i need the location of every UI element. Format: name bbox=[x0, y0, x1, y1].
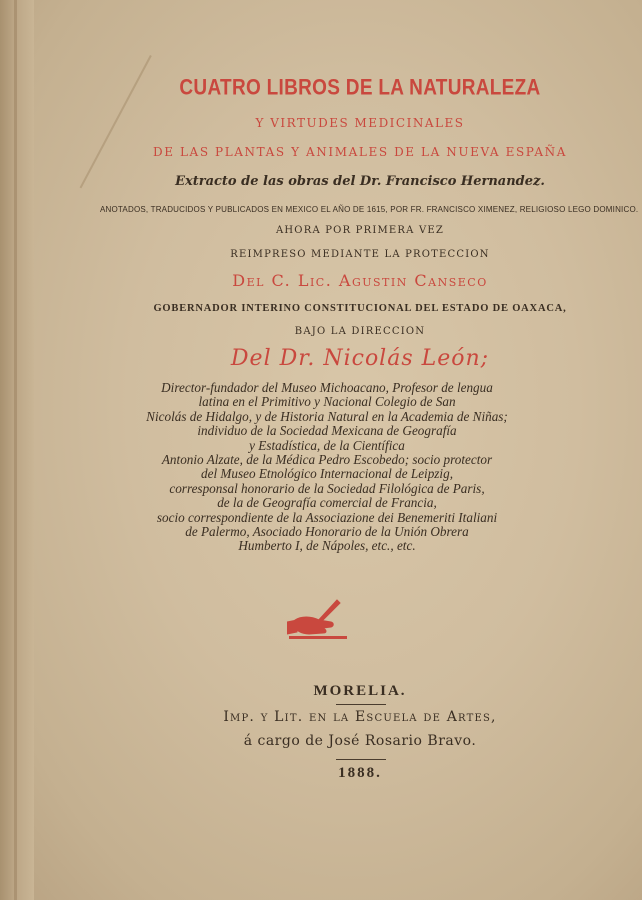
bio-line: individuo de la Sociedad Mexicana de Geografía bbox=[197, 423, 457, 439]
patron-role: GOBERNADOR INTERINO CONSTITUCIONAL DEL ESTADO DE OAXACA, bbox=[153, 303, 567, 314]
bio-line: Humberto I, de Nápoles, etc., etc. bbox=[238, 538, 416, 554]
imprint-manager: á cargo de José Rosario Bravo. bbox=[243, 733, 477, 749]
first-time-line: AHORA POR PRIMERA VEZ bbox=[275, 225, 445, 236]
director-credentials bbox=[112, 381, 542, 554]
imprint-place: MORELIA. bbox=[313, 683, 407, 699]
direction-line: BAJO LA DIRECCION bbox=[294, 326, 426, 337]
patron-name: Del C. Lic. Agustin Canseco bbox=[232, 271, 488, 290]
director-name: Del Dr. Nicolás León; bbox=[230, 346, 490, 371]
subtitle-plants-animals: DE LAS PLANTAS Y ANIMALES DE LA NUEVA ESPAÑA bbox=[152, 145, 568, 159]
book-gutter bbox=[0, 0, 34, 900]
bio-line: corresponsal honorario de la Sociedad Filológica de Paris, bbox=[169, 480, 485, 496]
subtitle-virtues: Y VIRTUDES MEDICINALES bbox=[255, 116, 465, 130]
main-title: CUATRO LIBROS DE LA NATURALEZA bbox=[179, 76, 541, 101]
extract-line: Extracto de las obras del Dr. Francisco Hernandez. bbox=[175, 174, 545, 189]
bio-line: de Palermo, Asociado Honorario de la Unión Obrera bbox=[185, 524, 469, 540]
bio-line: latina en el Primitivo y Nacional Colegio de San bbox=[198, 394, 456, 410]
imprint-rule bbox=[336, 704, 386, 705]
bio-line: socio correspondiente de la Associazione dei Benemeriti Italiani bbox=[156, 509, 498, 525]
imprint-printer: Imp. y Lit. en la Escuela de Artes, bbox=[223, 709, 497, 725]
imprint-year: 1888. bbox=[338, 765, 382, 781]
bio-line: de la de Geografía comercial de Francia, bbox=[217, 495, 437, 511]
bio-line: Director-fundador del Museo Michoacano, Profesor de lengua bbox=[161, 380, 493, 395]
annotation-line: ANOTADOS, TRADUCIDOS Y PUBLICADOS EN MEXICO EL AÑO DE 1615, POR FR. FRANCISCO XIMENEZ, RELIGIOSO LEGO DOMINICO. bbox=[100, 205, 639, 214]
hand-writing-with-quill-icon bbox=[287, 598, 351, 642]
reprinted-line: REIMPRESO MEDIANTE LA PROTECCION bbox=[230, 249, 490, 260]
imprint-rule-lower bbox=[336, 759, 386, 760]
bio-line: Antonio Alzate, de la Médica Pedro Escobedo; socio protector bbox=[161, 452, 493, 468]
bio-line: Nicolás de Hidalgo, y de Historia Natural en la Academia de Niñas; bbox=[146, 408, 508, 424]
gutter-fold-line bbox=[14, 0, 17, 900]
bio-line: y Estadística, de la Científica bbox=[249, 437, 405, 453]
bio-line: del Museo Etnológico Internacional de Leipzig, bbox=[201, 466, 453, 482]
